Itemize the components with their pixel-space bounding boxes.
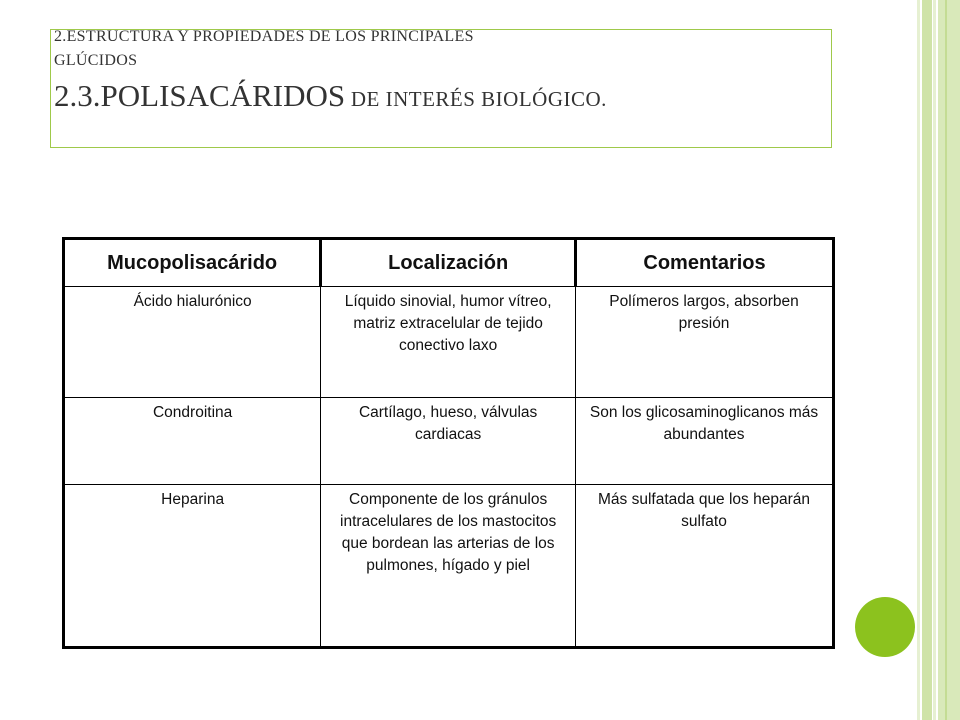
cell-comment: Más sulfatada que los heparán sulfato — [576, 485, 834, 648]
table-row — [64, 485, 834, 648]
header-localizacion: Localización — [321, 239, 576, 287]
decorative-stripe — [945, 0, 947, 720]
decorative-circle — [855, 597, 915, 657]
decorative-stripe — [933, 0, 936, 720]
decorative-stripe — [917, 0, 920, 720]
cell-name: Condroitina — [64, 398, 321, 485]
decorative-stripe — [922, 0, 932, 720]
decorative-stripe — [938, 0, 960, 720]
table-row — [64, 398, 834, 485]
page-title — [54, 78, 607, 114]
title-sub: DE INTERÉS BIOLÓGICO. — [345, 87, 607, 111]
cell-location: Cartílago, hueso, válvulas cardiacas — [321, 398, 576, 485]
cell-location: Líquido sinovial, humor vítreo, matriz extracelular de tejido conectivo laxo — [321, 287, 576, 398]
cell-name: Ácido hialurónico — [64, 287, 321, 398]
table-header-row — [64, 239, 834, 287]
title-main: 2.3.POLISACÁRIDOS — [54, 78, 346, 113]
cell-location: Componente de los gránulos intracelulares de los mastocitos que bordean las arterias de los pulmones, hígado y piel — [321, 485, 576, 648]
cell-name: Heparina — [64, 485, 321, 648]
header-comentarios: Comentarios — [576, 239, 834, 287]
polysaccharide-table — [62, 237, 835, 649]
title-line-2: GLÚCIDOS — [54, 52, 138, 69]
header-mucopolisacarido: Mucopolisacárido — [64, 239, 321, 287]
title-line-1: 2.ESTRUCTURA Y PROPIEDADES DE LOS PRINCIPALES — [54, 28, 474, 45]
table-row — [64, 287, 834, 398]
cell-comment: Polímeros largos, absorben presión — [576, 287, 834, 398]
cell-comment: Son los glicosaminoglicanos más abundantes — [576, 398, 834, 485]
